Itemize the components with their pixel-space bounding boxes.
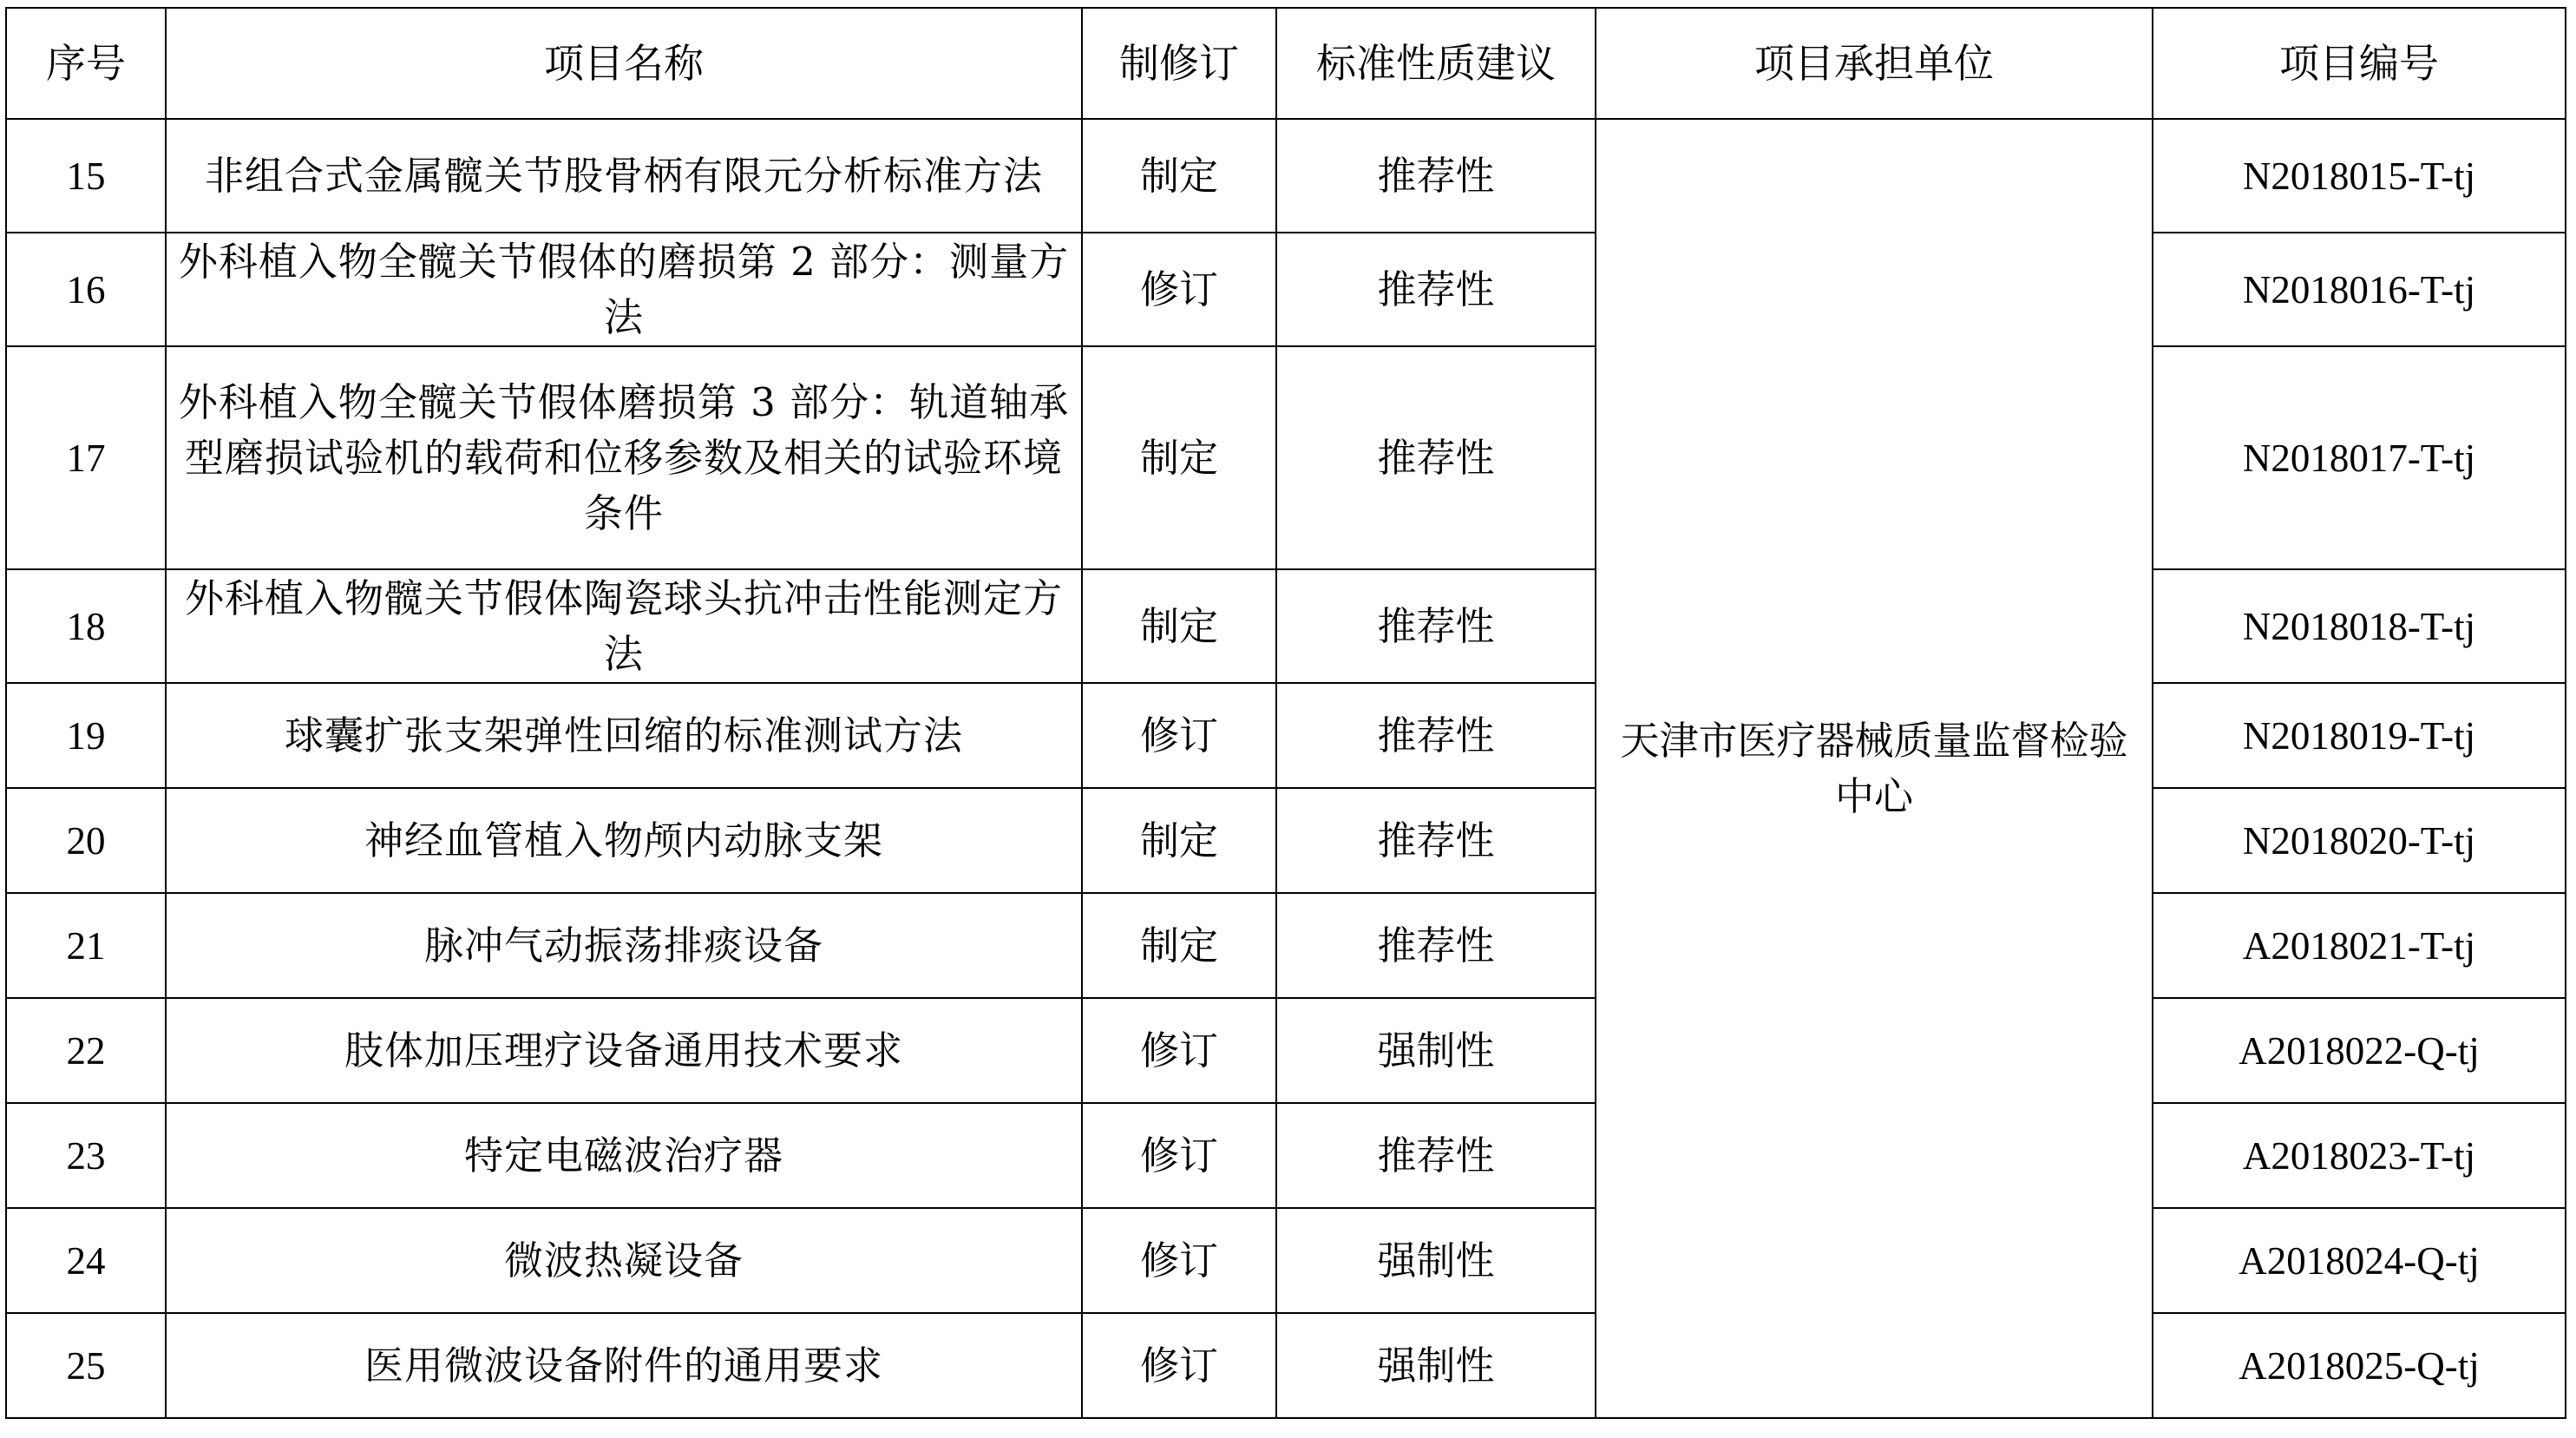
row-nature: 推荐性 <box>1276 346 1596 569</box>
row-name: 外科植入物全髋关节假体的磨损第 2 部分：测量方法 <box>166 233 1082 346</box>
row-code: A2018022-Q-tj <box>2153 998 2566 1103</box>
table-row <box>6 893 2566 998</box>
row-seq: 21 <box>6 893 166 998</box>
row-name: 外科植入物髋关节假体陶瓷球头抗冲击性能测定方法 <box>166 569 1082 683</box>
row-seq: 22 <box>6 998 166 1103</box>
row-seq: 18 <box>6 569 166 683</box>
row-seq: 25 <box>6 1313 166 1418</box>
row-name: 神经血管植入物颅内动脉支架 <box>166 788 1082 893</box>
table-row <box>6 569 2566 683</box>
header-seq: 序号 <box>6 8 166 119</box>
header-unit: 项目承担单位 <box>1596 8 2153 119</box>
row-type: 制定 <box>1082 569 1276 683</box>
header-type: 制修订 <box>1082 8 1276 119</box>
row-code: A2018024-Q-tj <box>2153 1208 2566 1313</box>
row-seq: 24 <box>6 1208 166 1313</box>
row-code: A2018023-T-tj <box>2153 1103 2566 1208</box>
row-nature: 强制性 <box>1276 1313 1596 1418</box>
row-name: 脉冲气动振荡排痰设备 <box>166 893 1082 998</box>
header-nature: 标准性质建议 <box>1276 8 1596 119</box>
table-row <box>6 119 2566 233</box>
row-type: 修订 <box>1082 1208 1276 1313</box>
standards-table <box>5 7 2566 1419</box>
row-type: 修订 <box>1082 1313 1276 1418</box>
header-row <box>6 8 2566 119</box>
row-nature: 推荐性 <box>1276 233 1596 346</box>
table-row <box>6 1313 2566 1418</box>
row-name: 非组合式金属髋关节股骨柄有限元分析标准方法 <box>166 119 1082 233</box>
row-name: 医用微波设备附件的通用要求 <box>166 1313 1082 1418</box>
row-type: 制定 <box>1082 119 1276 233</box>
row-nature: 推荐性 <box>1276 119 1596 233</box>
row-unit: 天津市医疗器械质量监督检验中心 <box>1596 119 2153 1418</box>
row-seq: 17 <box>6 346 166 569</box>
row-code: N2018019-T-tj <box>2153 683 2566 788</box>
row-type: 修订 <box>1082 1103 1276 1208</box>
row-nature: 推荐性 <box>1276 1103 1596 1208</box>
row-code: N2018018-T-tj <box>2153 569 2566 683</box>
row-seq: 16 <box>6 233 166 346</box>
table-row <box>6 1208 2566 1313</box>
row-nature: 推荐性 <box>1276 788 1596 893</box>
row-nature: 推荐性 <box>1276 893 1596 998</box>
row-nature: 强制性 <box>1276 998 1596 1103</box>
table-row <box>6 233 2566 346</box>
table-row <box>6 683 2566 788</box>
table-row <box>6 1103 2566 1208</box>
row-name: 微波热凝设备 <box>166 1208 1082 1313</box>
row-name: 特定电磁波治疗器 <box>166 1103 1082 1208</box>
table-row <box>6 346 2566 569</box>
row-code: N2018016-T-tj <box>2153 233 2566 346</box>
header-code: 项目编号 <box>2153 8 2566 119</box>
row-type: 制定 <box>1082 346 1276 569</box>
row-nature: 强制性 <box>1276 1208 1596 1313</box>
row-type: 修订 <box>1082 998 1276 1103</box>
table-row <box>6 788 2566 893</box>
row-type: 修订 <box>1082 233 1276 346</box>
row-code: A2018025-Q-tj <box>2153 1313 2566 1418</box>
header-name: 项目名称 <box>166 8 1082 119</box>
row-name: 肢体加压理疗设备通用技术要求 <box>166 998 1082 1103</box>
row-type: 制定 <box>1082 893 1276 998</box>
row-code: A2018021-T-tj <box>2153 893 2566 998</box>
row-code: N2018020-T-tj <box>2153 788 2566 893</box>
row-type: 制定 <box>1082 788 1276 893</box>
row-nature: 推荐性 <box>1276 683 1596 788</box>
row-seq: 15 <box>6 119 166 233</box>
row-code: N2018017-T-tj <box>2153 346 2566 569</box>
row-seq: 20 <box>6 788 166 893</box>
row-name: 外科植入物全髋关节假体磨损第 3 部分：轨道轴承型磨损试验机的载荷和位移参数及相关的试验环境条件 <box>166 346 1082 569</box>
row-code: N2018015-T-tj <box>2153 119 2566 233</box>
row-seq: 19 <box>6 683 166 788</box>
table-row <box>6 998 2566 1103</box>
row-seq: 23 <box>6 1103 166 1208</box>
row-nature: 推荐性 <box>1276 569 1596 683</box>
row-type: 修订 <box>1082 683 1276 788</box>
row-name: 球囊扩张支架弹性回缩的标准测试方法 <box>166 683 1082 788</box>
